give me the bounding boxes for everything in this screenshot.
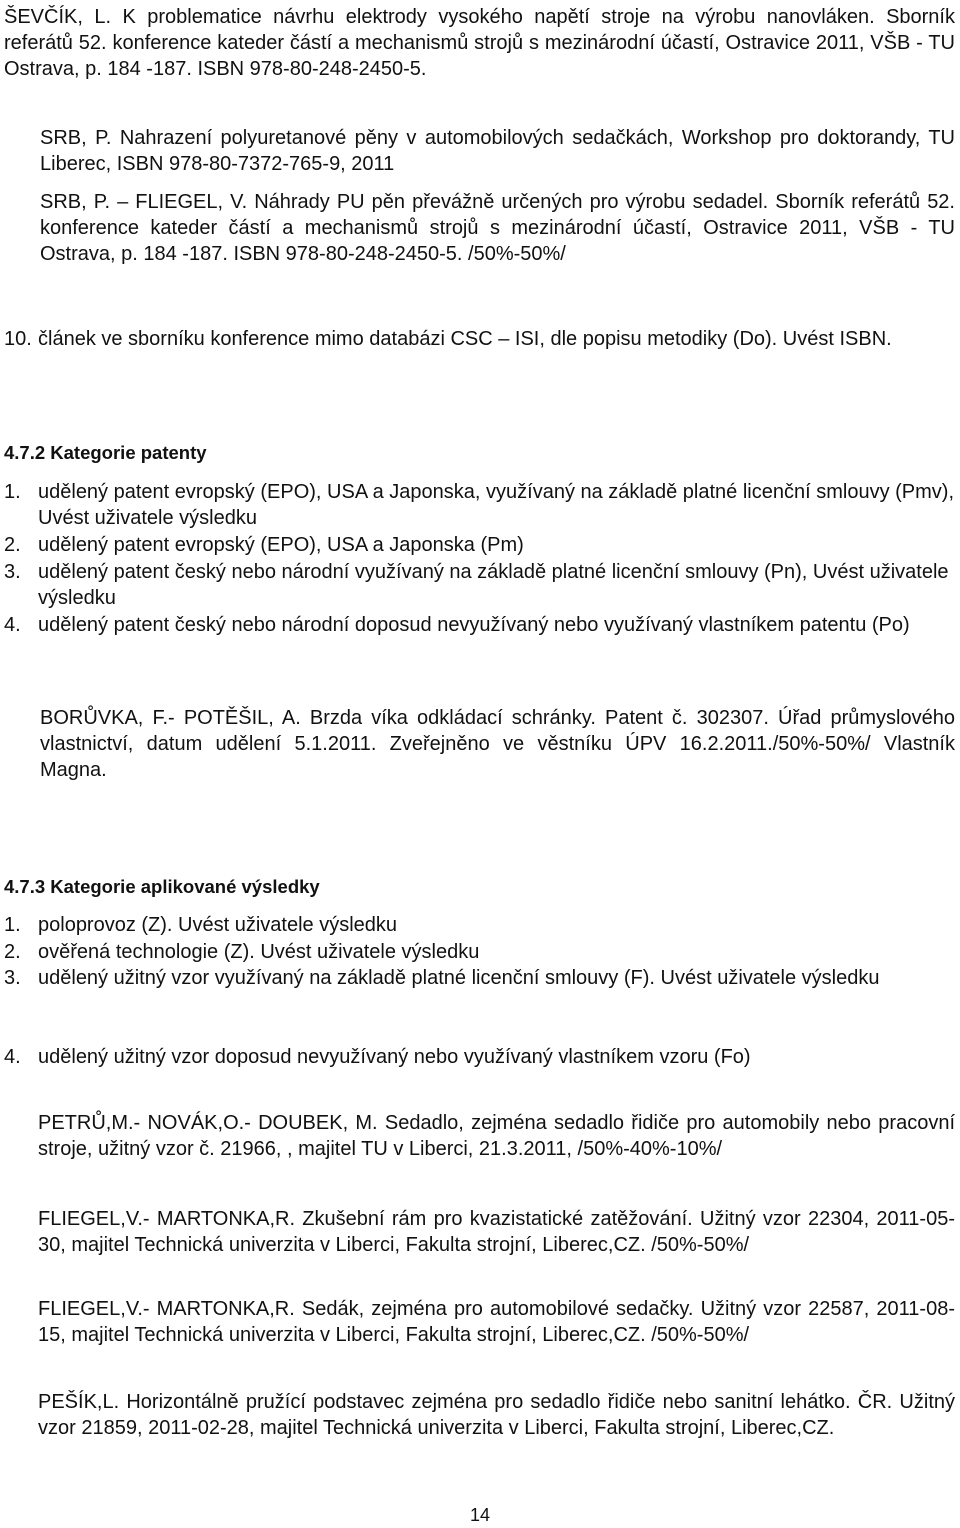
list-item-text: udělený patent český nebo národní využívaný na základě platné licenční smlouvy (Pn), Uvést uživatele výsledku [38, 561, 949, 609]
list-item [4, 532, 955, 558]
list-item-10 [4, 326, 955, 352]
list-item [4, 1044, 955, 1070]
reference-boruvka: BORŮVKA, F.- POTĚŠIL, A. Brzda víka odkládací schránky. Patent č. 302307. Úřad průmyslového vlastnictví, datum udělení 5.1.2011. Zveřejněno ve věstníku ÚPV 16.2.2011./50%-50%/ Vlastník Magna. [40, 707, 955, 781]
list-item [4, 939, 955, 965]
list-item-number: 1. [4, 481, 21, 503]
section-heading-applied: 4.7.3 Kategorie aplikované výsledky [4, 876, 320, 897]
list-item-text: článek ve sborníku konference mimo databázi CSC – ISI, dle popisu metodiky (Do). Uvést ISBN. [38, 328, 892, 350]
list-item [4, 912, 955, 938]
page-number: 14 [469, 1505, 491, 1525]
section-heading-patents: 4.7.2 Kategorie patenty [4, 442, 207, 463]
list-item-number: 4. [4, 614, 21, 636]
reference-srb-fliegel: SRB, P. – FLIEGEL, V. Náhrady PU pěn převážně určených pro výrobu sedadel. Sborník referátů 52. konference kateder částí a mechanismů strojů s mezinárodní účastí, Ostravice 2011, VŠB - TU Ostrava, p. 184 -187. ISBN 978-80-248-2450-5. /50%-50%/ [40, 191, 955, 265]
list-item-number: 3. [4, 561, 21, 583]
list-item-text: udělený užitný vzor využívaný na základě platné licenční smlouvy (F). Uvést uživatele výsledku [38, 967, 880, 989]
list-item-number: 3. [4, 967, 21, 989]
reference-petru: PETRŮ,M.- NOVÁK,O.- DOUBEK, M. Sedadlo, zejména sedadlo řidiče pro automobily nebo pracovní stroje, užitný vzor č. 21966, , majitel TU v Liberci, 21.3.2011, /50%-40%-10%/ [38, 1112, 955, 1160]
list-item-text: udělený užitný vzor doposud nevyužívaný nebo využívaný vlastníkem vzoru (Fo) [38, 1046, 751, 1068]
reference-pesik: PEŠÍK,L. Horizontálně pružící podstavec zejména pro sedadlo řidiče nebo sanitní lehátko. ČR. Užitný vzor 21859, 2011-02-28, majitel Technická univerzita v Liberci, Fakulta strojní, Liberec,CZ. [38, 1391, 955, 1439]
list-item [4, 559, 955, 611]
reference-sevcik: ŠEVČÍK, L. K problematice návrhu elektrody vysokého napětí stroje na výrobu nanovláken. Sborník referátů 52. konference kateder částí a mechanismů strojů s mezinárodní účastí, Ostravice 2011, VŠB - TU Ostrava, p. 184 -187. ISBN 978-80-248-2450-5. [4, 6, 955, 80]
list-item-text: ověřená technologie (Z). Uvést uživatele výsledku [38, 941, 480, 963]
list-item [4, 965, 955, 991]
list-item-number: 2. [4, 941, 21, 963]
list-item [4, 612, 955, 638]
reference-srb-workshop: SRB, P. Nahrazení polyuretanové pěny v automobilových sedačkách, Workshop pro doktorandy, TU Liberec, ISBN 978-80-7372-765-9, 2011 [40, 127, 955, 175]
reference-fliegel-sedak: FLIEGEL,V.- MARTONKA,R. Sedák, zejména pro automobilové sedačky. Užitný vzor 22587, 2011-08-15, majitel Technická univerzita v Liberci, Fakulta strojní, Liberec,CZ. /50%-50%/ [38, 1298, 955, 1346]
list-item-number: 4. [4, 1046, 21, 1068]
list-item-number: 2. [4, 534, 21, 556]
reference-fliegel-ram: FLIEGEL,V.- MARTONKA,R. Zkušební rám pro kvazistatické zatěžování. Užitný vzor 22304, 2011-05-30, majitel Technická univerzita v Liberci, Fakulta strojní, Liberec,CZ. /50%-50%/ [38, 1208, 955, 1256]
list-item-text: udělený patent evropský (EPO), USA a Japonska, využívaný na základě platné licenční smlouvy (Pmv), Uvést uživatele výsledku [38, 481, 954, 529]
list-item-number: 10. [4, 328, 32, 350]
list-item-text: poloprovoz (Z). Uvést uživatele výsledku [38, 914, 398, 936]
list-item [4, 479, 955, 531]
list-item-number: 1. [4, 914, 21, 936]
list-item-text: udělený patent evropský (EPO), USA a Japonska (Pm) [38, 534, 524, 556]
list-item-text: udělený patent český nebo národní doposud nevyužívaný nebo využívaný vlastníkem patentu (Po) [38, 614, 910, 636]
